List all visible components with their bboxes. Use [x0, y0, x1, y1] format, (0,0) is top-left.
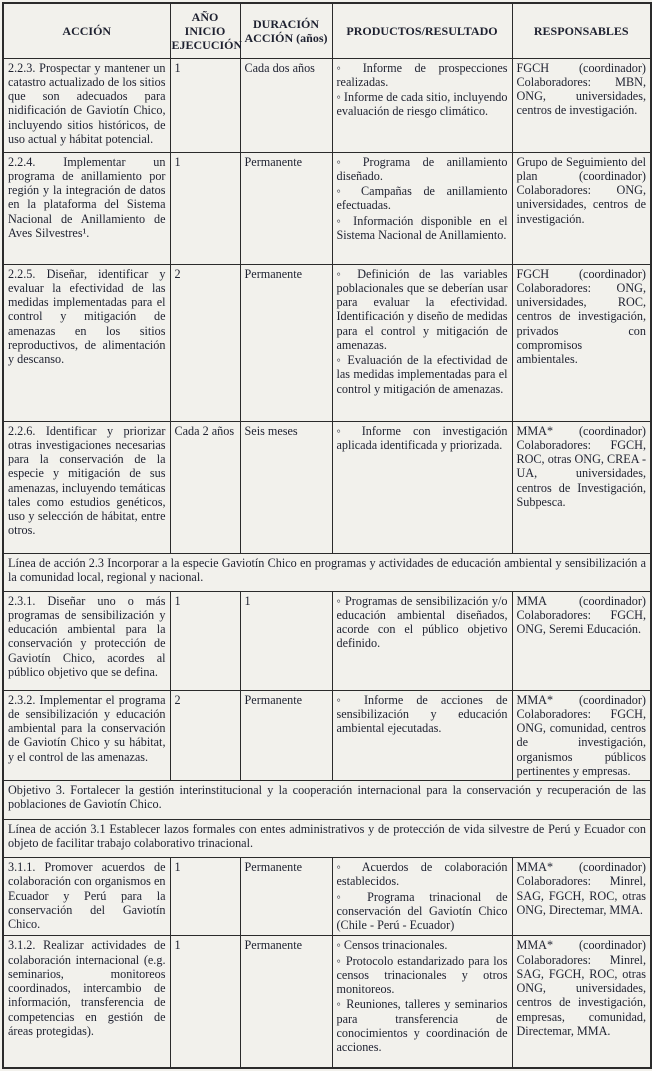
table-row-3-1-1: [3, 858, 651, 936]
column-header-productos: PRODUCTOS/RESULTADO: [332, 3, 512, 58]
cell-responsables: MMA* (coordinador) Colaboradores: Minrel, SAG, FGCH, ROC, otras ONG, universidades, centros de investigación, empresas, comunidad, Directemar, MMA.: [512, 936, 651, 1068]
table-row-2-2-5: [3, 264, 651, 421]
cell-productos: [332, 58, 512, 152]
column-header-accion: ACCIÓN: [3, 3, 170, 58]
cell-accion: 2.3.1. Diseñar uno o más programas de sensibilización y educación ambiental para la conservación y protección de Gaviotín Chico, acordes al público objetivo que se defina.: [3, 591, 170, 690]
column-header-ano-inicio: AÑO INICIO EJECUCIÓN: [170, 3, 240, 58]
cell-ano-inicio: 1: [170, 936, 240, 1068]
table-row-2-3-1: [3, 591, 651, 690]
cell-accion: 2.2.4. Implementar un programa de anillamiento por región y la integración de datos en la plataforma del Sistema Nacional de Anillamiento de Aves Silvestres¹.: [3, 152, 170, 264]
table-row-2-2-3: [3, 58, 651, 152]
table-row-2-3-2: [3, 690, 651, 781]
section-title-linea-2-3: Línea de acción 2.3 Incorporar a la especie Gaviotín Chico en programas y actividades de educación ambiental y sensibilización a la comunidad local, regional y nacional.: [3, 553, 651, 591]
cell-productos: [332, 152, 512, 264]
cell-duracion: 1: [240, 591, 332, 690]
section-title-objetivo-3: Objetivo 3. Fortalecer la gestión interinstitucional y la cooperación internacional para la conservación y recuperación de las poblaciones de Gaviotín Chico.: [3, 781, 651, 820]
table-row-3-1-2: [3, 936, 651, 1068]
product-item: ◦ Evaluación de la efectividad de las medidas implementadas para el control y mitigación de amenazas.: [336, 353, 508, 396]
cell-ano-inicio: Cada 2 años: [170, 421, 240, 553]
cell-responsables: MMA* (coordinador) Colaboradores: FGCH, ROC, otras ONG, CREA - UA, universidades, centros de Investigación, Subpesca.: [512, 421, 651, 553]
cell-responsables: FGCH (coordinador) Colaboradores: MBN, ONG, universidades, centros de investigación.: [512, 58, 651, 152]
section-row-linea-2-3: [3, 553, 651, 591]
cell-productos: [332, 264, 512, 421]
cell-productos: [332, 858, 512, 936]
section-row-objetivo-3: [3, 781, 651, 820]
cell-responsables: MMA* (coordinador) Colaboradores: FGCH, ONG, comunidad, centros de investigación, organismos públicos pertinentes y empresas.: [512, 690, 651, 781]
cell-accion: 3.1.2. Realizar actividades de colaboración internacional (e.g. seminarios, monitoreos coordinados, intercambio de información, transferencia de competencias en gestión de áreas protegidas).: [3, 936, 170, 1068]
cell-productos: [332, 421, 512, 553]
cell-productos: [332, 936, 512, 1068]
cell-accion: 2.2.5. Diseñar, identificar y evaluar la efectividad de las medidas implementadas para el control y mitigación de amenazas en los sitios reproductivos, de alimentación y descanso.: [3, 264, 170, 421]
cell-responsables: FGCH (coordinador) Colaboradores: ONG, universidades, ROC, centros de investigación, privados con compromisos ambientales.: [512, 264, 651, 421]
cell-accion: 2.2.6. Identificar y priorizar otras investigaciones necesarias para la conservación de la especie y mitigación de sus amenazas, incluyendo temáticas tales como estudios genéticos, uso y selección de hábitat, entre otros.: [3, 421, 170, 553]
table-header-row: [3, 3, 651, 58]
product-item: ◦ Reuniones, talleres y seminarios para transferencia de conocimientos y coordinación de acciones.: [336, 997, 508, 1055]
action-plan-table: [2, 2, 652, 1069]
product-item: ◦ Informe de acciones de sensibilización y educación ambiental ejecutadas.: [336, 692, 508, 736]
cell-ano-inicio: 2: [170, 264, 240, 421]
cell-accion: 2.2.3. Prospectar y mantener un catastro actualizado de los sitios que son adecuados para nidificación de Gaviotín Chico, incluyendo sitios históricos, de uso actual y hábitat potencial.: [3, 58, 170, 152]
table-row-2-2-4: [3, 152, 651, 264]
cell-ano-inicio: 2: [170, 690, 240, 781]
product-item: ◦ Información disponible en el Sistema Nacional de Anillamiento.: [336, 213, 508, 242]
cell-duracion: Permanente: [240, 264, 332, 421]
cell-ano-inicio: 1: [170, 591, 240, 690]
product-item: ◦ Informe de prospecciones realizadas.: [336, 60, 508, 89]
cell-ano-inicio: 1: [170, 858, 240, 936]
cell-responsables: MMA (coordinador) Colaboradores: FGCH, ONG, Seremi Educación.: [512, 591, 651, 690]
product-item: ◦ Censos trinacionales.: [336, 938, 448, 953]
product-item: ◦ Acuerdos de colaboración establecidos.: [336, 860, 508, 889]
cell-duracion: Cada dos años: [240, 58, 332, 152]
column-header-duracion: DURACIÓN ACCIÓN (años): [240, 3, 332, 58]
section-title-linea-3-1: Línea de acción 3.1 Establecer lazos formales con entes administrativos y de protección de vida silvestre de Perú y Ecuador con objeto de facilitar trabajo colaborativo trinacional.: [3, 820, 651, 858]
column-header-responsables: RESPONSABLES: [512, 3, 651, 58]
product-item: ◦ Programa trinacional de conservación del Gaviotín Chico (Chile - Perú - Ecuador): [336, 889, 508, 933]
cell-productos: [332, 591, 512, 690]
product-item: ◦ Informe con investigación aplicada identificada y priorizada.: [336, 423, 508, 452]
cell-duracion: Permanente: [240, 152, 332, 264]
product-item: ◦ Campañas de anillamiento efectuadas.: [336, 184, 508, 213]
cell-accion: 2.3.2. Implementar el programa de sensibilización y educación ambiental para la conservación de Gaviotín Chico y su hábitat, y el control de las amenazas.: [3, 690, 170, 781]
cell-productos: [332, 690, 512, 781]
table-row-2-2-6: [3, 421, 651, 553]
cell-responsables: MMA* (coordinador) Colaboradores: Minrel, SAG, FGCH, ROC, otras ONG, Directemar, MMA.: [512, 858, 651, 936]
section-row-linea-3-1: [3, 820, 651, 858]
product-item: ◦ Programas de sensibilización y/o educación ambiental diseñados, acorde con el público objetivo definido.: [336, 593, 508, 651]
cell-duracion: Permanente: [240, 858, 332, 936]
product-item: ◦ Programa de anillamiento diseñado.: [336, 154, 508, 183]
cell-duracion: Permanente: [240, 936, 332, 1068]
product-item: ◦ Protocolo estandarizado para los censos trinacionales y otros monitoreos.: [336, 953, 508, 997]
cell-duracion: Seis meses: [240, 421, 332, 553]
cell-ano-inicio: 1: [170, 152, 240, 264]
product-item: ◦ Definición de las variables poblacionales que se deberían usar para evaluar la efectividad. Identificación y diseño de medidas para el control y mitigación de amenazas.: [336, 266, 508, 352]
cell-responsables: Grupo de Seguimiento del plan (coordinador) Colaboradores: ONG, universidades, centros de investigación.: [512, 152, 651, 264]
product-item: ◦ Informe de cada sitio, incluyendo evaluación de riesgo climático.: [336, 90, 508, 119]
cell-duracion: Permanente: [240, 690, 332, 781]
cell-ano-inicio: 1: [170, 58, 240, 152]
cell-accion: 3.1.1. Promover acuerdos de colaboración con organismos en Ecuador y Perú para la conservación del Gaviotín Chico.: [3, 858, 170, 936]
